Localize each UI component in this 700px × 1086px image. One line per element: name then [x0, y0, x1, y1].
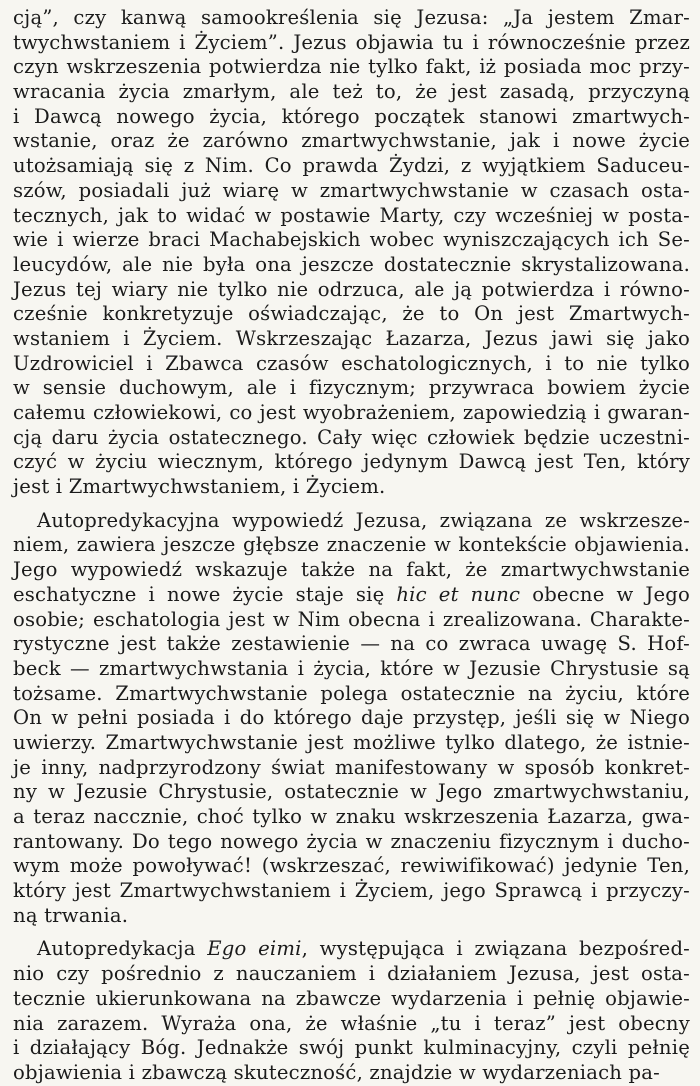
text-line: cją”, czy kanwą samookreślenia się Jezusa: „Ja jestem Zmar- — [13, 6, 690, 29]
text-line: cją daru życia ostatecznego. Cały więc człowiek będzie uczestni- — [13, 425, 690, 449]
text-line: beck — zmartwychwstania i życia, które w Jezusie Chrystusie są — [13, 656, 690, 680]
text-line: niem, zawiera jeszcze głębsze znaczenie w kontekście objawienia. — [13, 533, 690, 557]
text-line: całemu człowiekowi, co jest wyobrażeniem, zapowiedzią i gwaran- — [13, 401, 690, 424]
text-line: twychwstaniem i Życiem”. Jezus objawia tu i równocześnie przez — [13, 30, 690, 54]
text-line: tecznych, jak to widać w postawie Marty, czy wcześniej w posta- — [13, 203, 690, 227]
text-line: tożsame. Zmartwychwstanie polega ostatecznie na życiu, które — [13, 681, 690, 705]
text-line: Uzdrowiciel i Zbawca czasów eschatologicznych, i to nie tylko — [13, 351, 690, 375]
paragraph-3 — [13, 937, 690, 1085]
text-line: i Dawcą nowego życia, którego początek stanowi zmartwych- — [13, 104, 690, 128]
text-line: leucydów, ale nie była ona jeszcze dostatecznie skrystalizowana. — [13, 252, 690, 276]
text-line: utożsamiają się z Nim. Co prawda Żydzi, z wyjątkiem Saduceu- — [13, 154, 690, 178]
paragraph-1 — [13, 6, 690, 500]
text-line: który jest Zmartwychwstaniem i Życiem, jego Sprawcą i przyczy- — [13, 879, 690, 903]
text-line: nio czy pośrednio z nauczaniem i działaniem Jezusa, jest osta- — [13, 962, 690, 986]
text-line: rystyczne jest także zestawienie — na co zwraca uwagę S. Hof- — [13, 632, 690, 656]
text-line: ną trwania. — [13, 903, 129, 927]
text-line: i działający Bóg. Jednakże swój punkt kulminacyjny, czyli pełnię — [13, 1036, 690, 1060]
text-line: wie i wierze braci Machabejskich wobec wyniszczających ich Se- — [13, 228, 690, 252]
text-line: Jego wypowiedź wskazuje także na fakt, że zmartwychwstanie — [13, 558, 690, 582]
text-line: szów, posiadali już wiarę w zmartwychwstanie w czasach osta- — [13, 178, 690, 202]
text-line: Jezus tej wiary nie tylko nie odrzuca, ale ją potwierdza i równo- — [13, 277, 690, 301]
text-line: wstanie, oraz że zarówno zmartwychwstanie, jak i nowe życie — [13, 129, 690, 153]
text-line: osobie; eschatologia jest w Nim obecna i zrealizowana. Charakte- — [13, 607, 690, 631]
text-line: jest i Zmartwychwstaniem, i Życiem. — [13, 475, 386, 499]
text-line: wym może powoływać! (wskrzeszać, rewiwifikować) jedynie Ten, — [13, 854, 690, 878]
text-line: je inny, nadprzyrodzony świat manifestowany w sposób konkret- — [13, 755, 690, 779]
text-line: eschatyczne i nowe życie staje się hic et nunc obecne w Jego — [13, 582, 690, 606]
text-line: Autopredykacja Ego eimi, występująca i związana bezpośred- — [37, 937, 690, 961]
text-line: nia zarazem. Wyraża ona, że właśnie „tu i teraz” jest obecny — [13, 1011, 690, 1035]
text-line: Autopredykacyjna wypowiedź Jezusa, związana ze wskrzesze- — [37, 508, 690, 532]
text-line: czyn wskrzeszenia potwierdza nie tylko fakt, iż posiada moc przy- — [13, 55, 690, 79]
text-line: w sensie duchowym, ale i fizycznym; przywraca bowiem życie — [13, 376, 690, 400]
text-line: objawienia i zbawczą skuteczność, znajdzie w wydarzeniach pa- — [13, 1060, 660, 1084]
text-line: cześnie konkretyzuje oświadczając, że to On jest Zmartwych- — [13, 302, 690, 326]
text-line: ny w Jezusie Chrystusie, ostatecznie w Jego zmartwychwstaniu, — [13, 780, 690, 804]
text-line: uwierzy. Zmartwychwstanie jest możliwe tylko dlatego, że istnie- — [13, 730, 690, 754]
paragraph-2 — [13, 509, 690, 929]
text-line: wstaniem i Życiem. Wskrzeszając Łazarza, Jezus jawi się jako — [13, 326, 690, 350]
text-line: czyć w życiu wiecznym, którego jedynym Dawcą jest Ten, który — [13, 450, 690, 474]
text-line: rantowany. Do tego nowego życia w znaczeniu fizycznym i ducho- — [13, 829, 690, 853]
text-line: tecznie ukierunkowana na zbawcze wydarzenia i pełnię objawie- — [13, 986, 690, 1010]
text-line: wracania życia zmarłym, ale też to, że jest zasadą, przyczyną — [13, 80, 690, 104]
text-line: a teraz naccznie, choć tylko w znaku wskrzeszenia Łazarza, gwa- — [13, 805, 690, 828]
text-line: On w pełni posiada i do którego daje przystęp, jeśli się w Niego — [13, 706, 690, 730]
